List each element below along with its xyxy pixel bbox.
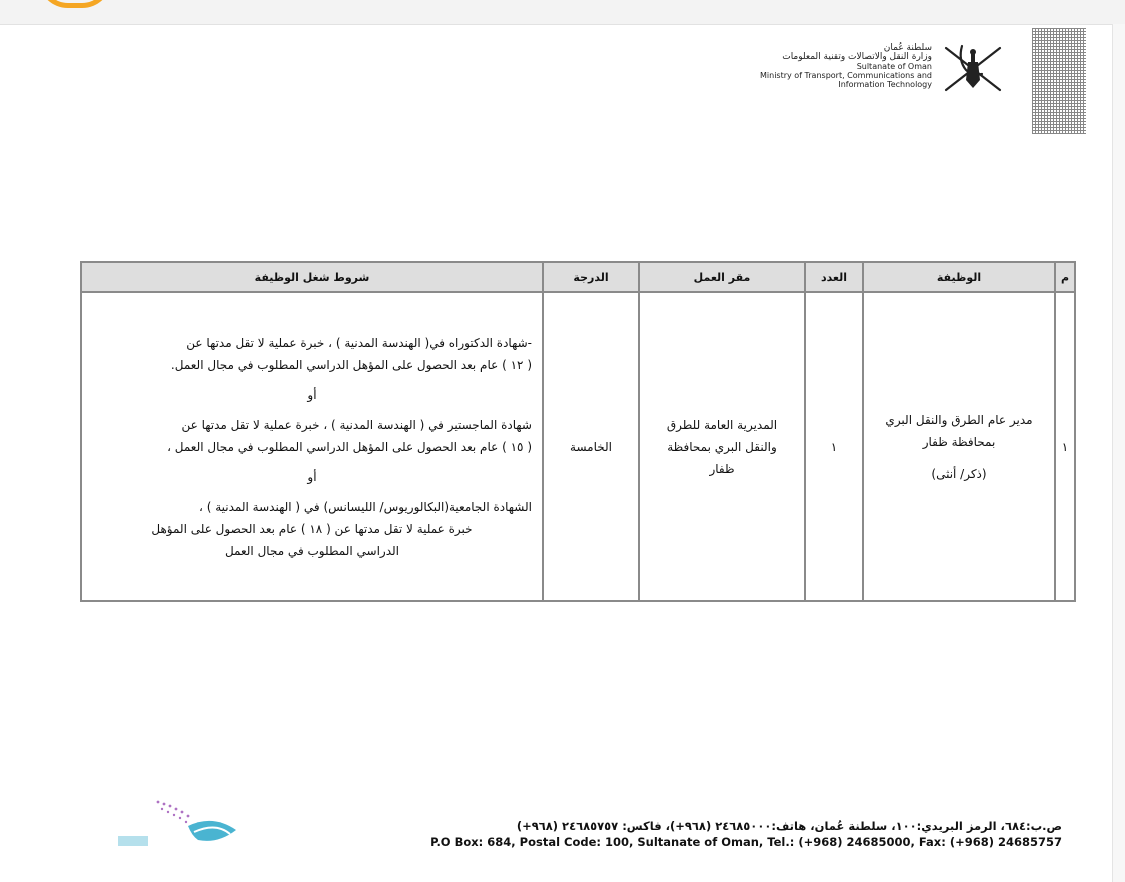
table-header-row — [81, 262, 1075, 292]
condition-line: الدراسي المطلوب في مجال العمل — [224, 543, 400, 558]
job-title: مدير عام الطرق والنقل البري بمحافظة ظفار — [885, 412, 1033, 449]
header-location: مقر العمل — [639, 262, 805, 292]
condition-or: أو — [307, 469, 317, 484]
cell-count: ١ — [805, 292, 863, 601]
condition-line: خبرة عملية لا تقل مدتها عن ( ١٨ ) عام بعد الحصول على المؤهل — [151, 521, 473, 536]
condition-line: شهادة الماجستير في ( الهندسة المدنية ) ، خبرة عملية لا تقل مدتها عن — [181, 417, 532, 432]
cell-location — [639, 292, 805, 601]
cell-title — [863, 292, 1055, 601]
ministry-line-en-3: Information Technology — [838, 80, 932, 89]
app-logo-fragment — [38, 0, 112, 8]
ministry-line-ar-1: سلطنة عُمان — [883, 43, 932, 53]
browser-top-bar — [0, 0, 1125, 25]
cell-grade: الخامسة — [543, 292, 639, 601]
footer-address — [278, 818, 1062, 850]
header-grade: الدرجة — [543, 262, 639, 292]
cell-conditions — [81, 292, 543, 601]
header-conditions: شروط شغل الوظيفة — [81, 262, 543, 292]
job-table — [80, 261, 1076, 602]
condition-line: -شهادة الدكتوراه في( الهندسة المدنية ) ، خبرة عملية لا تقل مدتها عن — [186, 335, 532, 350]
ministry-line-en-1: Sultanate of Oman — [856, 62, 932, 71]
footer-address-en: P.O Box: 684, Postal Code: 100, Sultanate of Oman, Tel.: (+968) 24685000, Fax: (+968) 24685757 — [430, 835, 1062, 849]
oman-emblem-icon — [938, 40, 1008, 98]
oman-vision-logo — [118, 796, 268, 856]
header-count: العدد — [805, 262, 863, 292]
ministry-letterhead — [700, 44, 932, 89]
header-num: م — [1055, 262, 1075, 292]
condition-line: ( ١٢ ) عام بعد الحصول على المؤهل الدراسي المطلوب في مجال العمل. — [170, 357, 532, 372]
ministry-line-en-2: Ministry of Transport, Communications and — [760, 71, 932, 80]
condition-line: الشهادة الجامعية(البكالوريوس/ الليسانس) في ( الهندسة المدنية ) ، — [199, 499, 532, 514]
scrollbar[interactable] — [1112, 24, 1125, 882]
condition-line: ( ١٥ ) عام بعد الحصول على المؤهل الدراسي المطلوب في مجال العمل ، — [167, 439, 532, 454]
table-row — [81, 292, 1075, 601]
footer-address-ar: ص.ب:٦٨٤، الرمز البريدي:١٠٠، سلطنة عُمان، هاتف:٢٤٦٨٥٠٠٠ (٩٦٨+)، فاكس: ٢٤٦٨٥٧٥٧ (٩٦٨+) — [516, 819, 1062, 833]
decorative-pattern — [1032, 28, 1086, 134]
ministry-line-ar-2: وزارة النقل والاتصالات وتقنية المعلومات — [782, 52, 932, 62]
cell-num: ١ — [1055, 292, 1075, 601]
work-location: المديرية العامة للطرق والنقل البري بمحافظة ظفار — [666, 417, 778, 476]
header-title: الوظيفة — [863, 262, 1055, 292]
condition-or: أو — [307, 387, 317, 402]
job-gender: (ذكر/ أنثى) — [931, 466, 987, 481]
